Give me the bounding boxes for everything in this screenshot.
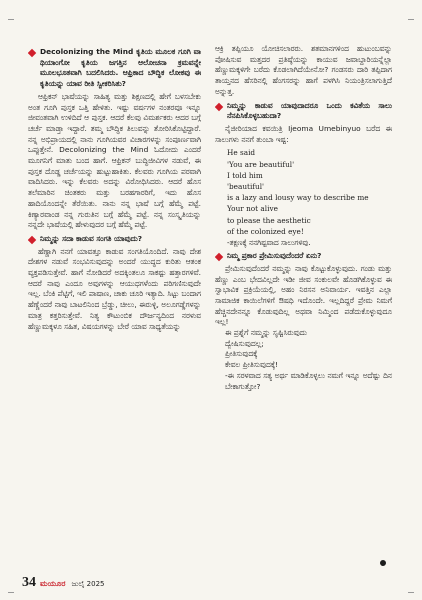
poem-line: I told him [227, 170, 263, 180]
closing-line: ಪ್ರೀತಿಸುವುದಕ್ಕೆ [225, 349, 258, 359]
closing-line: ಕೇವಲ ಪ್ರೀತಿಸುವುದಕ್ಕೆ! [225, 360, 279, 370]
question-block-4 [215, 251, 392, 262]
diamond-bullet-icon [28, 49, 36, 57]
question-text: Decolonizing the Mind ಕೃತಿಯ ಮೂಲಕ ಗೂಗಿ ವಾ ಥಿಯಾಂಗೋ ಕೃತಿಯ ಜಗತ್ತಿನ ಆಲೋಚನಾ ಕ್ರಮವನ್ನೇ ಮೂಲಭೂತವಾಗಿ ಬದಲಿಸಿದರು. ಆಫ್ರಿಕಾದ ಬೌದ್ಧಿಕ ಲೋಕವು ಈ ಕೃತಿಯನ್ನು ಯಾವ ರೀತಿ ಸ್ವೀಕರಿಸಿತು? [40, 47, 201, 89]
article-end-dot-icon [380, 560, 386, 566]
left-column [28, 44, 201, 579]
closing-line: ದ್ವೇಷಿಸುವುದಲ್ಲ; [225, 338, 264, 348]
issue-date: ಜುಲೈ 2025 [71, 580, 105, 588]
closing-line: -ಈ ಸರಳವಾದ ಸತ್ಯ ಅರ್ಥ ಮಾಡಿಕೊಳ್ಳಲು ನಮಗೆ ಇನ್ನೂ ಅದೆಷ್ಟು ದಿನ ಬೇಕಾಗುತ್ತೋ? [225, 370, 392, 391]
right-column [215, 44, 392, 579]
closing-lines [215, 328, 392, 392]
poem-line: 'beautiful' [227, 181, 265, 191]
crop-mark-top-left [8, 14, 14, 20]
diamond-bullet-icon [215, 253, 223, 261]
poem-line: Your not alive [227, 204, 278, 214]
question-text: ನಿಮ್ಮ ಪ್ರಕಾರ ಪ್ರೇಮಿಸುವುದೆಂದರೆ ಏನು? [227, 251, 322, 261]
diamond-bullet-icon [215, 102, 223, 110]
closing-line: ಈ ಪ್ರಶ್ನೆಗೆ ನಮ್ಮನ್ನು ಸೃಷ್ಟಿಸಿರುವುದು [225, 328, 307, 338]
question-text: ನಿಮ್ಮನ್ನು ಸದಾ ಕಾಡುವ ಸಂಗತಿ ಯಾವುದು? [40, 233, 143, 243]
magazine-logo: ಮಯೂರ [40, 579, 66, 588]
poem-line: 'You are beautiful' [227, 159, 295, 169]
diamond-bullet-icon [28, 236, 36, 244]
answer-paragraph: ಆಫ್ರಿಕನ್ ಭಾಷೆಯನ್ನು ಸಾಹಿತ್ಯ ಮತ್ತು ಶಿಕ್ಷಣದಲ್ಲಿ ಹೇಗೆ ಬಳಸಬೇಕು ಅಂತ ಗೂಗಿ ಪುಸ್ತಕ ಒತ್ತಿ ಹೇಳಿತು. ಇಷ್ಟು ವರ್ಷಗಳ ನಂತರವೂ ಇನ್ನೂ ಜೀವಂತವಾಗಿ ಉಳಿದಿದೆ ಆ ಪುಸ್ತಕ. ಆದರೆ ಕೆಲವು ವಿಮರ್ಶಕರು ಆದರ ಬಗ್ಗೆ ಚರ್ಚೆ ಮಾಡ್ತಾ ಇದ್ದಾರೆ. ತಮ್ಮ ಬೌದ್ಧಿಕ ತಿಲುವನ್ನು ತೋರಿಸಿಕೊಟ್ಟಿದ್ದಾರೆ. ನನ್ನ ಅಭಿಪ್ರಾಯದಲ್ಲಿ ನಾನು ಗೂಗಿಯವರ ವಿಚಾರಗಳನ್ನು ಸಂಪೂರ್ಣವಾಗಿ ಒಪ್ಪುತ್ತೇನೆ. Decolonizing the Mind ಓದೋದು ಎಂದರೆ ಮೂಗನಿಗೆ ಮಾತು ಬಂದ ಹಾಗೆ. ಆಫ್ರಿಕನ್ ಬುದ್ಧಿಜೀವಿಗಳ ನಡುವೆ, ಈ ಪುಸ್ತಕ ದೊಡ್ಡ ಚರ್ಚೆಯನ್ನು ಹುಟ್ಟುಹಾಕಿತು. ಕೆಲವರು ಗೂಗಿಯ ಪರವಾಗಿ ವಾದಿಸಿದರು. ಇನ್ನು ಕೆಲವರು ಅದನ್ನು ವಿರೋಧಿಸಿದರು. ಆದರೆ ಹೊಸ ತಲೆಮಾರಿನ ಚಿಂತಕರು ಮತ್ತು ಬರಹಗಾರರಿಗೆ, ಇದು ಹೊಸ ಹಾದಿಯೊಂದನ್ನೇ ತೆರೆಯಿತು. ನಾನು ನನ್ನ ಭಾಷೆ ಬಗ್ಗೆ ಹೆಮ್ಮೆ ಪಟ್ಟೆ. ಕಿಣ್ಯಾರವಾಂಡ ನನ್ನ ಗುರುತಿನ ಬಗ್ಗೆ ಹೆಮ್ಮೆ ಪಟ್ಟೆ. ನನ್ನ ಸಂಸ್ಕೃತಿಯನ್ನು ನನ್ನದೇ ಭಾಷೆಯಲ್ಲಿ ಹೇಳುವುದರ ಬಗ್ಗೆ ಹೆಮ್ಮೆ ಪಟ್ಟೆ. [28, 91, 201, 230]
crop-mark-bottom-left [8, 592, 14, 598]
poem-line: He said [227, 148, 256, 158]
answer-paragraph: ಹೆಣ್ಣಾಗಿ ನನಗೆ ಯಾವತ್ತೂ ಕಾಡುವ ಸಂಗತಿಯೊಂದಿದೆ. ನಾವು ದೇಶ ದೇಶಗಳ ನಡುವೆ ಸಂಭವಿಸುವುದನ್ನು ಅಂದರೆ ಯುದ್ಧದ ಕುರಿತು ಆತಂಕ ವ್ಯಕ್ತಪಡಿಸುತ್ತೇವೆ. ಹಾಗೆ ನೋಡಿದರೆ ಅದಕ್ಕಿಂತಲೂ ಸಾಕಷ್ಟು ಹತ್ತಾರಗಳಿವೆ. ಆದರೆ ನಾವು ಎಂದೂ ಅವುಗಳನ್ನು ಆಯುಧಗಳೆಂದು ಪರಿಗಣಿಸುವುದೇ ಇಲ್ಲ. ಬೆಂಕಿ ಪೆಟ್ಟಿಗೆ, ಇಲಿ ಪಾಷಾಣ, ಚಾಕು ಚೂರಿ ಇತ್ಯಾದಿ. ಸಿಟ್ಟು ಬಂದಾಗ ಹೆಣ್ಣೆಂದರೆ ನಾವು ಬಾಟಲಿನಿಂದ ಬ್ರೆಡ್ಡು, ಚೀಲು, ಈರುಳ್ಳಿ, ಅಲೂಗಡ್ಡೆಗಳನ್ನು ಮಾತ್ರ ಕತ್ತರಿಸುತ್ತೇವೆ. ನಿತ್ಯ ಕೌಟುಂಬಿಕ ದೌರ್ಜನ್ಯದಿಂದ ನರಳುವ ಹೆಣ್ಣುಮಕ್ಕಳೂ ಸಹಿತ, ವಿಷಯಗಳನ್ನು ಬೇರೆ ಯಾವ ಸಾಧ್ಯತೆಯನ್ನು [28, 246, 201, 331]
poem-quote [227, 147, 392, 248]
crop-mark-top-right [408, 14, 414, 20]
poem-line: is a lazy and lousy way to describe me [227, 193, 369, 203]
page-number: 34 [22, 575, 36, 590]
question-block-3 [215, 101, 392, 122]
answer-paragraph: ಪ್ರೇಮಿಸುವುದೆಂದರೆ ನಮ್ಮನ್ನು ನಾವು ಕೊಟ್ಟುಕೊಳ್ಳುವುದು. ಗಂಡು ಮತ್ತು ಹೆಣ್ಣು ಎಂಬ ಭೇದವಿಲ್ಲದೇ ಇಡೀ ಜೀವ ಸಂಕುಲವೇ ಹೊಡಗಿಕೊಳ್ಳುವ ಈ ಸ್ವಾಭಾವಿಕ ಪ್ರಕ್ರಿಯೆಯಲ್ಲಿ, ಅಹಂ ನಿರಸನ ಅನಿವಾರ್ಯ. ಇವತ್ತಿನ ಎಲ್ಲಾ ಸಾಮಾಜಿಕ ಕಾಯಿಲೆಗಳಿಗೆ ಔಷಧಿ ಇದೊಂದೇ. ಇಲ್ಲದಿದ್ದರೆ ಪ್ರೇಮ ನಿಮಗೆ ಹೆಚ್ಚಿನದೇನನ್ನೂ ಕೊಡುವುದಿಲ್ಲ ಅಥವಾ ನಿಮ್ಮಿಂದ ಪಡೆದುಕೊಳ್ಳುವುದೂ ಇಲ್ಲ! [215, 263, 392, 327]
question-block-1 [28, 47, 201, 90]
poem-line: to please the aesthetic [227, 215, 311, 225]
poem-line: of the colonized eye! [227, 226, 304, 236]
answer-paragraph: ನೈಜೀರಿಯಾದ ಕವಯಿತ್ರಿ Ijeoma Umebinyuo ಬರೆದ ಈ ಸಾಲುಗಳು ನನಗೆ ತುಂಬಾ ಇಷ್ಟ: [215, 123, 392, 144]
page-footer [22, 575, 104, 591]
continued-paragraph: ಆಕ್ರಿ ತಪ್ಪಿಯೂ ಯೋಚಿಸಲಾರರು. ಶತಮಾನಗಳಿಂದ ಹುಟುಂಬವನ್ನು ಪೋಷಿಸುವ ಮತ್ತದರ ಪ್ರತಿಷ್ಠೆಯನ್ನು ಕಾಯುವ ಜವಾಬ್ದಾರಿಯನ್ನೆಲ್ಲಾ ಹೆಣ್ಣುಮಕ್ಕಳಿಗೇ ಬರೆದು ಕೊಡಲಾಗಿದೆಯೇನೋ? ಗಂಡಸರು ದಾರಿ ತಪ್ಪಿದಾಗ ತಾಯ್ತನದ ಹೆಸರಿನಲ್ಲಿ ಹೆಂಗಸರನ್ನು ಹಾಗೆ ಪಳಗಿಸಿ ನಿಯಂತ್ರಿಸಲಾಗುತ್ತಿದೆ ಅನ್ನುತ್ತ. [215, 44, 392, 96]
crop-mark-bottom-right [408, 592, 414, 598]
question-block-2 [28, 234, 201, 245]
poem-note: -ತಕ್ಷಣಕ್ಕೆ ನನಗಿಷ್ಟವಾದ ಸಾಲುಗಳಿವು. [227, 237, 311, 247]
question-text: ನಿಮ್ಮನ್ನು ಕಾಡುವ ಯಾವುದಾದರೂ ಒಂದು ಕವಿತೆಯ ಸಾಲು ನೆನಪಿಸಿಕೊಳ್ಳಬಹುದಾ? [227, 100, 392, 121]
